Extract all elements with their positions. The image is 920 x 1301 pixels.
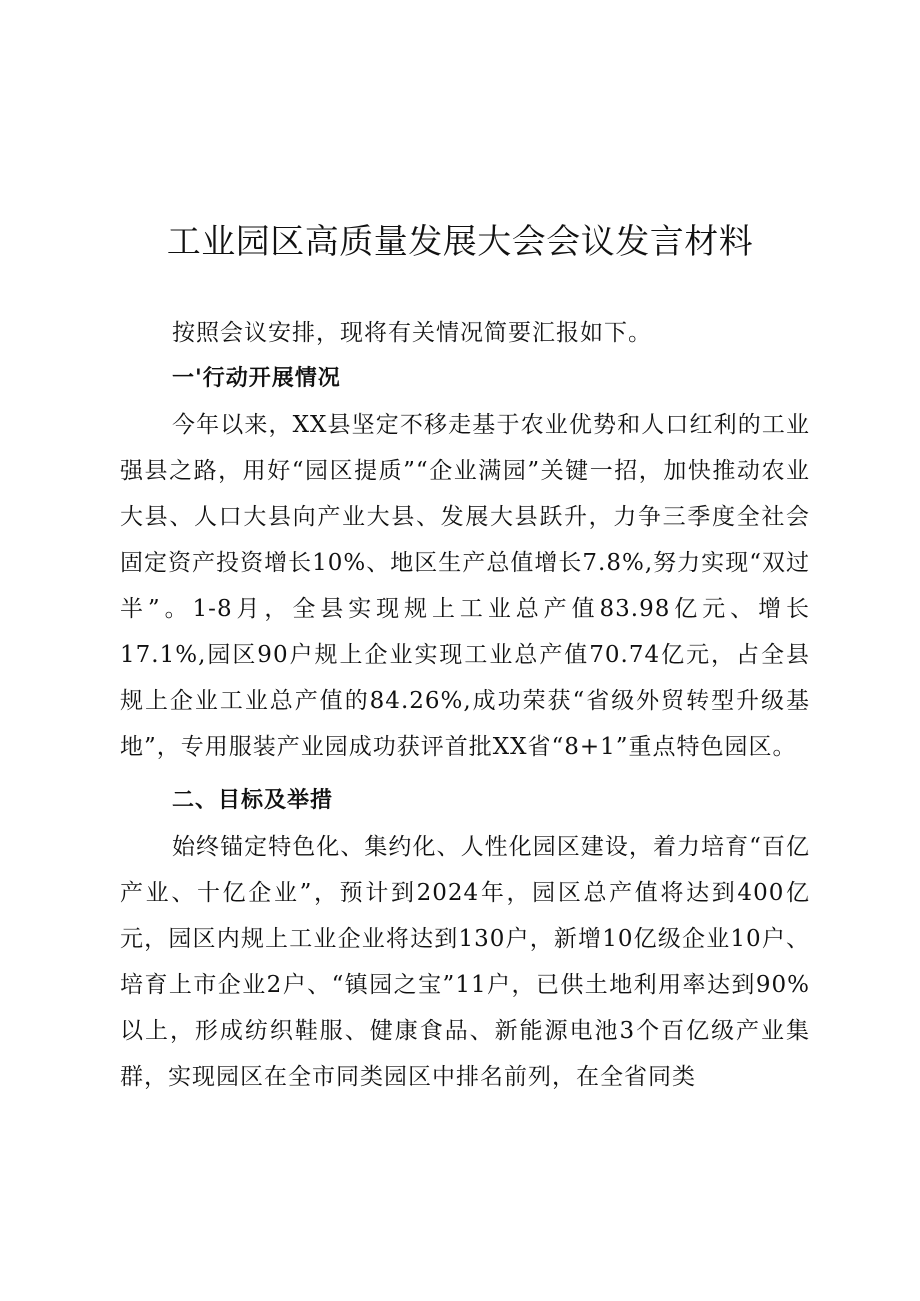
section-1-paragraph: 今年以来，XX县坚定不移走基于农业优势和人口红利的工业强县之路，用好“园区提质”“企业满园”关键一招，加快推动农业大县、人口大县向产业大县、发展大县跃升，力争三季度全社会固定资产投资增长10%、地区生产总值增长7.8%,努力实现“双过半”。1-8月，全县实现规上工业总产值83.98亿元、增长17.1%,园区90户规上企业实现工业总产值70.74亿元，占全县规上企业工业总产值的84.26%,成功荣获“省级外贸转型升级基地”，专用服装产业园成功获评首批XX省“8+1”重点特色园区。 (120, 412, 810, 760)
section-2-heading: 二、目标及举措 (172, 788, 334, 813)
document-body (120, 310, 810, 1100)
intro-paragraph: 按照会议安排，现将有关情况简要汇报如下。 (172, 320, 652, 346)
document-title: 工业园区高质量发展大会会议发言材料 (166, 222, 754, 262)
section-2-paragraph: 始终锚定特色化、集约化、人性化园区建设，着力培育“百亿产业、十亿企业”，预计到2024年，园区总产值将达到400亿元，园区内规上工业企业将达到130户，新增10亿级企业10户、培育上市企业2户、“镇园之宝”11户，已供土地利用率达到90%以上，形成纺织鞋服、健康食品、新能源电池3个百亿级产业集群，实现园区在全市同类园区中排名前列，在全省同类 (120, 834, 810, 1090)
section-gap (120, 770, 810, 778)
section-1-heading: 一'行动开展情况 (172, 366, 341, 391)
